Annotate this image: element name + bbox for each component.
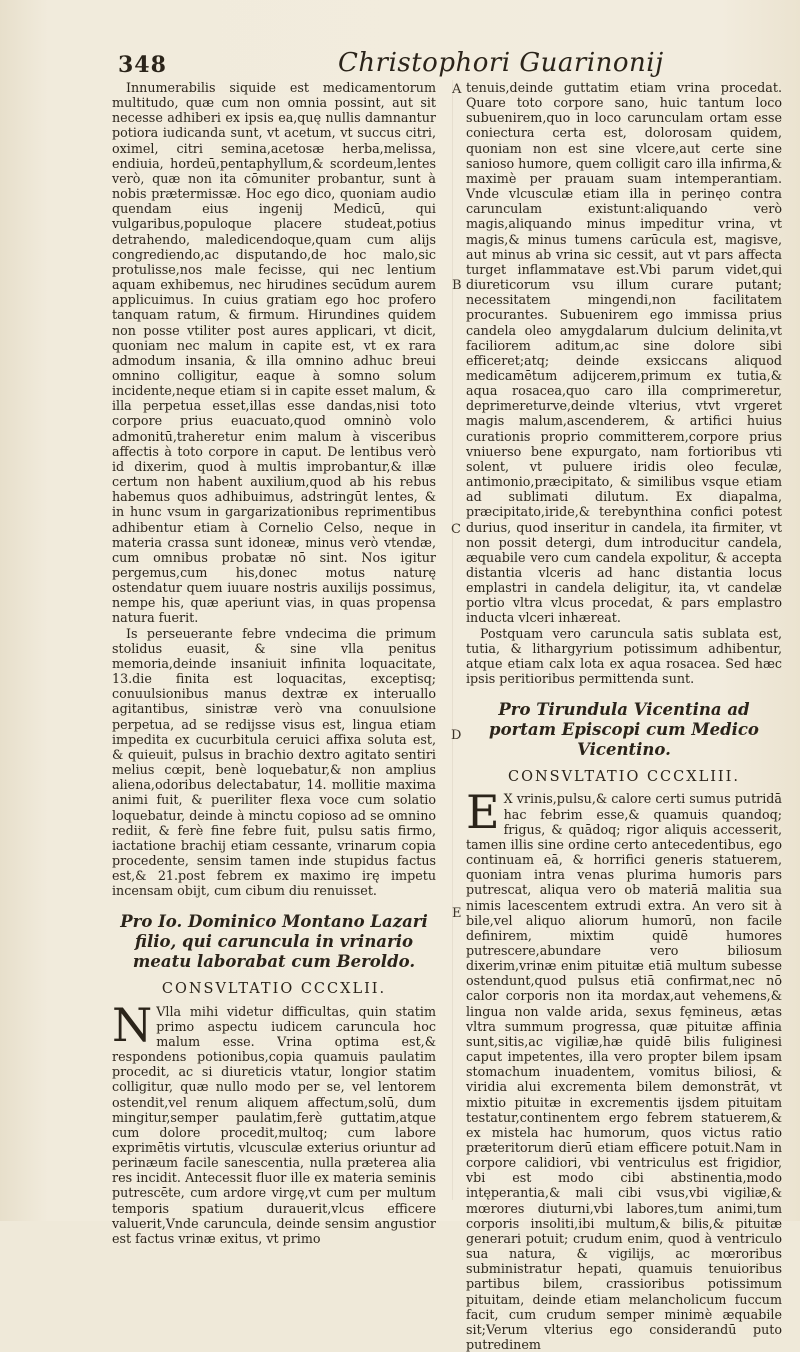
margin-letter-c: C: [451, 522, 461, 537]
left-paragraph-1: Innumerabilis siquide est medicamentorum multitudo, quæ cum non omnia possint, aut sit necesse adhiberi ex ipsis ea,quę nullis damnantur potiora iudicanda sunt, vt acetum, vt succus citri, oximel, citri semina,acetosæ herba,melissa, endiuia, hordeū,pentaphyllum,& scordeum,lentes verò, quæ non ita cōmuniter probantur, sunt à nobis prætermissæ. Hoc ego dico, quoniam audio quendam eius ingenij Medicū, qui vulgaribus,populoque placere studeat,potius detrahendo, maledicendoque,quam cum alijs congrediendo,ac disputando,de hoc malo,sic protulisse,nos male fecisse, qui nec lentium aquam exhibemus, nec hirudines secūdum aurem applicuimus. In cuius gratiam ego hoc profero tanquam ratum, & firmum. Hirundines quidem non posse vtiliter post aures applicari, vt dicit, quoniam nec malum in capite est, vt ex rara admodum insania, & illa omnino adhuc breui omnino colligitur, eaque à somno solum incidente,neque etiam si in capite esset malum, & illa perpetua esset,illas esse dandas,nisi toto corpore prius euacuato,quod omninò volo admonitū,traheretur enim malum à visceribus affectis à toto corpore in caput. De lentibus verò id dixerim, quod à multis improbantur,& illæ certum non habent auxilium,quod ab his rebus habemus quos adhibuimus, adstringūt lentes, & in hunc vsum in gargarizationibus reprimentibus adhibentur etiam à Cornelio Celso, neque in materia crassa sunt idoneæ, minus verò vtendæ, cum omnibus probatæ nō sint. Nos igitur pergemus,cum his,donec motus naturę ostendatur quem iuuare nostris auxilijs possimus, nempe his, quæ aperiunt vias, in quas propensa natura fuerit.: [112, 80, 436, 626]
left-paragraph-3: [112, 997, 437, 1247]
left-paragraph-2: Is perseuerante febre vndecima die primum stolidus euasit, & sine vlla penitus memoria,deinde insaniuit infinita loquacitate, 13.die finita est loquacitas, exceptisq; conuulsionibus manus dextræ ex interuallo agitantibus, sinistræ verò vna conuulsione perpetua, ad se redijsse visus est, lingua etiam impedita ex cucurbitula ceruici affixa soluta est, & quieuit, pulsus in brachio dextro agitato sentiri melius cœpit, benè loquebatur,& non amplius aliena,odoribus delectabatur, 14. mollitie maxima animi fuit, & pueriliter flexa voce cum solatio loquebatur, deinde à minctu copioso ad se omnino rediit, & ferè fine febre fuit, pulsu satis firmo, iactatione brachij etiam cessante, vrinarum copia procedente, sensim tamen inde stupidus factus est,& 21.post febrem ex maximo irę impetu incensam obijt, cum cibum diu renuisset.: [112, 625, 436, 899]
margin-letter-d: D: [451, 728, 462, 743]
margin-letter-e: E: [452, 906, 462, 921]
margin-letter-a: A: [452, 82, 462, 97]
right-column: [466, 80, 782, 1352]
page-header: [112, 48, 772, 82]
right-dropcap: E: [466, 785, 500, 840]
left-section-heading: Pro Io. Dominico Montano Lazari filio, qui caruncula in vrinario meatu laborabat cum Beroldo.: [120, 912, 428, 972]
left-dropcap: N: [112, 997, 153, 1052]
right-section-heading: Pro Tirundula Vicentina ad portam Episcopi cum Medico Vicentino.: [489, 700, 759, 760]
left-column: [112, 80, 436, 1246]
left-consultation-number: CONSVLTATIO CCCXLII.: [161, 981, 387, 998]
column-gutter: [452, 80, 453, 1200]
page-number: 348: [118, 52, 167, 78]
margin-letter-b: B: [452, 278, 462, 293]
right-paragraph-1: tenuis,deinde guttatim etiam vrina procedat. Quare toto corpore sano, huic tantum loco subuenirem,quo in loco carunculam ortam esse coniectura certa est, dolorosam quidem, quoniam non est sine vlcere,aut certe sine sanioso humore, quem colligit caro illa infirma,& maximè per prauam suam intemperantiam. Vnde vlcusculæ etiam illa in perinęo contra carunculam existunt:aliquando verò magis,aliquando minus impeditur vrina, vt magis,& minus tumens carūcula est, magisve, aut minus ab vrina sic cessit, aut vt pars affecta turget inflammatave est.Vbi parum videt,qui diureticorum vsu illum curare putant; necessitatem mingendi,non facilitatem procurantes. Subuenirem ego immissa prius candela oleo amygdalarum dulcium delinita,vt faciliorem aditum,ac sine dolore sibi efficeret;atq; deinde exsiccans aliquod medicamētum adijcerem,primum ex tutia,& aqua rosacea,quo caro illa comprimeretur, deprimereturve,deinde vlterius, vtvt vrgeret magis malum,ascenderem, & artifici huius curationis proprio committerem,corpore prius vniuerso bene expurgato, nam fortioribus vti solent, vt puluere iridis oleo feculæ, antimonio,præcipitato, & similibus vsque etiam ad sublimati dilutum. Ex diapalma, præcipitato,iride,& terebynthina confici potest durius, quod inseritur in candela, ita firmiter, vt non possit detergi, dum introducitur candela, æquabile vero cum candela expolitur, & accepta distantia vlceris ad hanc distantia locus emplastri in candela deligitur, ita, vt candelæ portio vltra vlcus procedat, & pars emplastro inducta vlceri inhæreat.: [466, 80, 782, 626]
right-paragraph-2: Postquam vero caruncula satis sublata est, tutia, & lithargyrium potissimum adhibentur, atque etiam calx lota ex aqua rosacea. Sed hæc ipsis peritioribus permittenda sunt.: [466, 625, 782, 687]
right-paragraph-3-text: X vrinis,pulsu,& calore certi sumus putridā hac febrim esse,& quamuis quandoq; frigus, & quādoq; rigor aliquis accesserit, tamen illis sine ordine certo antecedentibus, ego continuam eā, & horrifici generis statuerem, quoniam intra venas plurima humoris pars putrescat, aliqua vero ob materiā malitia sua nimis lacescentem extrudi extra. An vero sit à bile,vel aliquo aliorum humorū, non facile definirem, mixtim quidē humores putrescere,abundare vero biliosum dixerim,vrinæ enim pituitæ etiā multum subesse ostendunt,quod pulsus etiā confirmat,nec nō calor corporis non ita mordax,aut vehemens,& lingua non valde arida, sexus fęmineus, ætas vltra summum progressa, quæ pituitæ affinia sunt,sitis,ac vigiliæ,hæ quidē bilis fuliginesi caput impetentes, illa vero propter bilem ipsam stomachum inuadentem, vomitus biliosi, & viridia alui excrementa bilem demonstrāt, vt mixtio pituitæ in excrementis ijsdem pituitam testatur,continentem ergo febrem statuerem,& ex mistela hac humorum, quos victus ratio præteritorum dierū etiam efficere potuit.Nam in corpore calidiori, vbi ventriculus est frigidior, vbi est modo cibi abstinentia,modo intęperantia,& mali cibi vsus,vbi vigiliæ,& mœrores diuturni,vbi labores,tum animi,tum corporis insoliti,ibi multum,& bilis,& pituitæ generari potuit; crudum enim, quod à ventriculo sua natura, & vigilijs, ac mœroribus subministratur hepati, quamuis tenuioribus partibus bilem, crassioribus potissimum pituitam, deinde etiam melancholicum fuccum facit, cum crudum semper minimè æquabile sit;Verum vlterius ego considerandū puto putredinem: [466, 791, 782, 1352]
running-head: Christophori Guarinonij: [338, 48, 664, 78]
right-paragraph-3: [466, 785, 782, 1352]
right-consultation-number: CONSVLTATIO CCCXLIII.: [507, 769, 740, 786]
left-paragraph-3-text: Vlla mihi videtur difficultas, quin statim primo aspectu iudicem caruncula hoc malum esse. Vrina optima est,& respondens potionibus,copia quamuis paulatim procedit, ac si diureticis vtatur, longior statim colligitur, quæ nullo modo per se, vel lentorem ostendit,vel renum aliquem affectum,solū, dum mingitur,semper paulatim,ferè guttatim,atque cum dolore procedit,multoq; cum labore exprimētis virtutis, vlcusculæ exterius oriuntur ad perinæum facile sanescentia, nulla præterea alia res incidit. Antecessit fluor ille ex materia seminis putrescēte, cum ardore virgę,vt cum per multum temporis spatium durauerit,vlcus efficere valuerit,Vnde caruncula, deinde sensim angustior est factus vrinæ exitus, vt primo: [112, 1003, 437, 1246]
